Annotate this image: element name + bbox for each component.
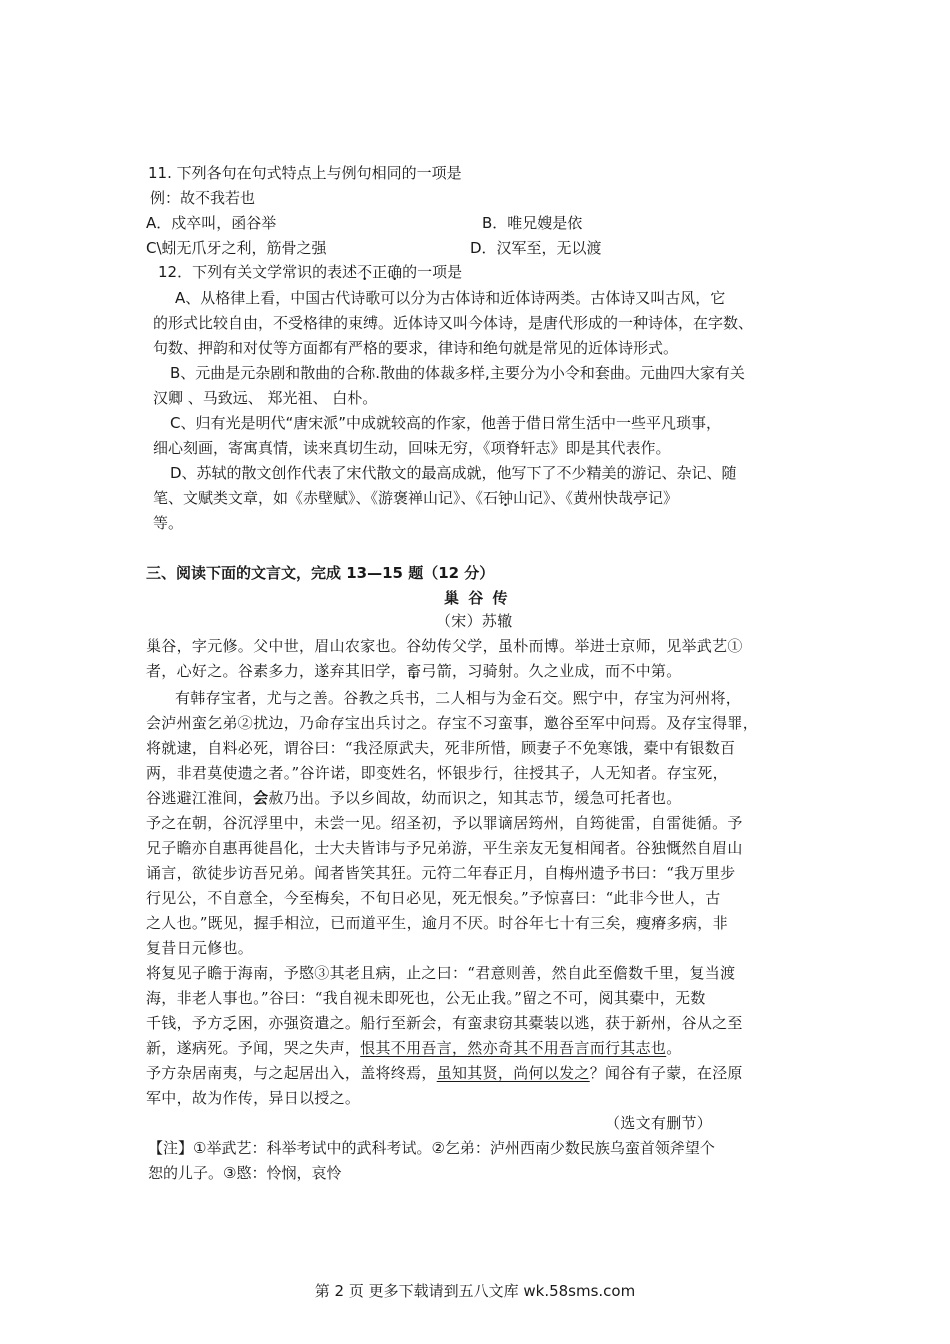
p1-line2 <box>146 661 682 681</box>
p4-line4 <box>146 1038 682 1058</box>
p5-l1-post: ？闻谷有子蒙，在泾原 <box>589 1064 743 1082</box>
passage-title: 巢 谷 传 <box>444 589 510 607</box>
q12-stem-dot1: 不 <box>357 263 373 281</box>
p4-l3-post: 困，亦强资遣之。船行至新会，有蛮隶窃其橐装以逃，获于新州，谷从之至 <box>237 1014 743 1032</box>
p4-line2: 海，非老人事也。”谷曰：“我自视未即死也，公无止我。”留之不可，阅其橐中，无数 <box>146 989 706 1007</box>
q11-example: 例：故不我若也 <box>150 189 256 207</box>
p1-line1: 巢谷，字元修。父中世，眉山农家也。谷幼传父学，虽朴而博。举进士京师，见举武艺① <box>146 637 743 655</box>
p4-l4-pre: 新，遂病死。予闻，哭之失声， <box>146 1039 361 1057</box>
q12-stem-pre: 12．下列有关文学常识的表述 <box>158 263 358 281</box>
q12-option-b-line1: B、元曲是元杂剧和散曲的合称.散曲的体裁多样,主要分为小令和套曲。元曲四大家有关 <box>170 364 745 382</box>
q12-stem-post: 的一项是 <box>402 263 463 281</box>
q12-option-a-line2: 的形式比较自由，不受格律的束缚。近体诗又叫今体诗，是唐代形成的一种诗体，在字数、 <box>153 314 754 332</box>
q12-option-c-line1: C、归有光是明代“唐宋派”中成就较高的作家，他善于借日常生活中一些平凡琐事， <box>170 414 722 432</box>
p2-line4: 两，非君莫使遗之者。”谷许诺，即变姓名，怀银步行，往授其子，人无知者。存宝死， <box>146 764 728 782</box>
p4-line3 <box>146 1013 743 1033</box>
underlined-sentence-1: 恨其不用吾言，然亦奇其不用吾言而行其志也 <box>360 1039 667 1057</box>
p4-line1: 将复见子瞻于海南，予愍③其老且病，止之曰：“君意则善，然自此至儋数千里，复当渡 <box>146 964 736 982</box>
q11-option-b: B．唯兄嫂是依 <box>482 214 583 232</box>
q12-d2-pre: 笔、文赋类文章，如《赤壁赋》、《游褒禅山记》、《石 <box>153 489 499 507</box>
q11-option-d: D．汉军至，无以渡 <box>470 239 602 257</box>
p1-l2-dot: 畜 <box>406 662 422 680</box>
p4-l3-dot: 乏 <box>222 1014 238 1032</box>
section3-heading: 三、阅读下面的文言文，完成 13—15 题（12 分） <box>146 564 495 582</box>
q12-option-c-line2: 细心刻画，寄寓真情，读来真切生动，回味无穷，《项脊轩志》即是其代表作。 <box>153 439 671 457</box>
p1-l2-pre: 者，心好之。谷素多力，遂弃其旧学， <box>146 662 407 680</box>
p5-l1-pre: 予方杂居南夷，与之起居出入，盖将终焉， <box>146 1064 437 1082</box>
p2-line3: 将就逮，自料必死，谓谷曰：“我泾原武夫，死非所惜，顾妻子不免寒饿，橐中有银数百 <box>146 739 736 757</box>
p3-line1: 予之在朝，谷沉浮里中，未尝一见。绍圣初，予以罪谪居筠州，自筠徙雷，自雷徙循。予 <box>146 814 743 832</box>
p4-l3-pre: 千钱，予方 <box>146 1014 223 1032</box>
annotation-line2: 恕的儿子。③愍：怜悯，哀怜 <box>148 1164 342 1182</box>
q12-d2-post: 山记》、《黄州快哉亭记》 <box>513 489 679 507</box>
q12-stem <box>158 262 462 282</box>
p5-line2: 军中，故为作传，异日以授之。 <box>146 1089 361 1107</box>
q12-d2-dot: 钟 <box>498 489 514 507</box>
p2-l5-bold: 会 <box>253 789 269 807</box>
q12-option-d-line2 <box>153 488 678 508</box>
p4-l4-post: 。 <box>666 1039 682 1057</box>
q11-option-c: C\蚓无爪牙之利，筋骨之强 <box>146 239 327 257</box>
p2-line2: 会泸州蛮乞弟②扰边，乃命存宝出兵讨之。存宝不习蛮事，邀谷至军中问焉。及存宝得罪， <box>146 714 759 732</box>
p2-line1: 有韩存宝者，尤与之善。谷教之兵书，二人相与为金石交。熙宁中，存宝为河州将， <box>175 689 742 707</box>
p5-line1 <box>146 1063 743 1083</box>
p3-line2: 兄子瞻亦自惠再徙昌化，士大夫皆讳与予兄弟游，平生亲友无复相闻者。谷独慨然自眉山 <box>146 839 743 857</box>
q12-option-d-line1: D、苏轼的散文创作代表了宋代散文的最高成就，他写下了不少精美的游记、杂记、随 <box>170 464 737 482</box>
p3-line3: 诵言，欲徒步访吾兄弟。闻者皆笑其狂。元符二年春正月，自梅州遗予书曰：“我万里步 <box>146 864 736 882</box>
page-footer: 第 2 页 更多下载请到五八文库 wk.58sms.com <box>314 1282 636 1300</box>
p2-l5-pre: 谷逃避江淮间， <box>146 789 254 807</box>
p3-line5: 之人也。”既见，握手相泣，已而道平生，逾月不厌。时谷年七十有三矣，瘦瘠多病，非 <box>146 914 728 932</box>
q12-option-a-line3: 句数、押韵和对仗等方面都有严格的要求，律诗和绝句就是常见的近体诗形式。 <box>153 339 679 357</box>
p3-line6: 复昔日元修也。 <box>146 939 254 957</box>
q12-stem-dot2: 确 <box>387 263 403 281</box>
p1-l2-post: 弓箭，习骑射。久之业成，而不中第。 <box>421 662 682 680</box>
q12-stem-mid: 正 <box>372 263 388 281</box>
source-note: （选文有删节） <box>605 1114 713 1132</box>
annotation-line1: 【注】①举武艺：科举考试中的武科考试。②乞弟：泸州西南少数民族乌蛮首领斧望个 <box>148 1139 715 1157</box>
q12-option-b-line2: 汉卿 、马致远、 郑光祖、 白朴。 <box>153 389 378 407</box>
q11-stem: 11. 下列各句在句式特点上与例句相同的一项是 <box>148 164 462 182</box>
passage-author: （宋）苏辙 <box>436 612 513 630</box>
p3-line4: 行见公，不自意全，今至梅矣，不旬日必见，死无恨矣。”予惊喜曰：“此非今世人，古 <box>146 889 721 907</box>
underlined-sentence-2: 虽知其贤，尚何以发之 <box>436 1064 590 1082</box>
q11-option-a: A．戍卒叫，函谷举 <box>146 214 277 232</box>
q12-option-a-line1: A、从格律上看，中国古代诗歌可以分为古体诗和近体诗两类。古体诗又叫古风，它 <box>175 289 726 307</box>
p2-l5-post: 赦乃出。予以乡闾故，幼而识之，知其志节，缓急可托者也。 <box>268 789 682 807</box>
q12-option-d-line3: 等。 <box>153 514 184 532</box>
p2-line5 <box>146 788 682 808</box>
